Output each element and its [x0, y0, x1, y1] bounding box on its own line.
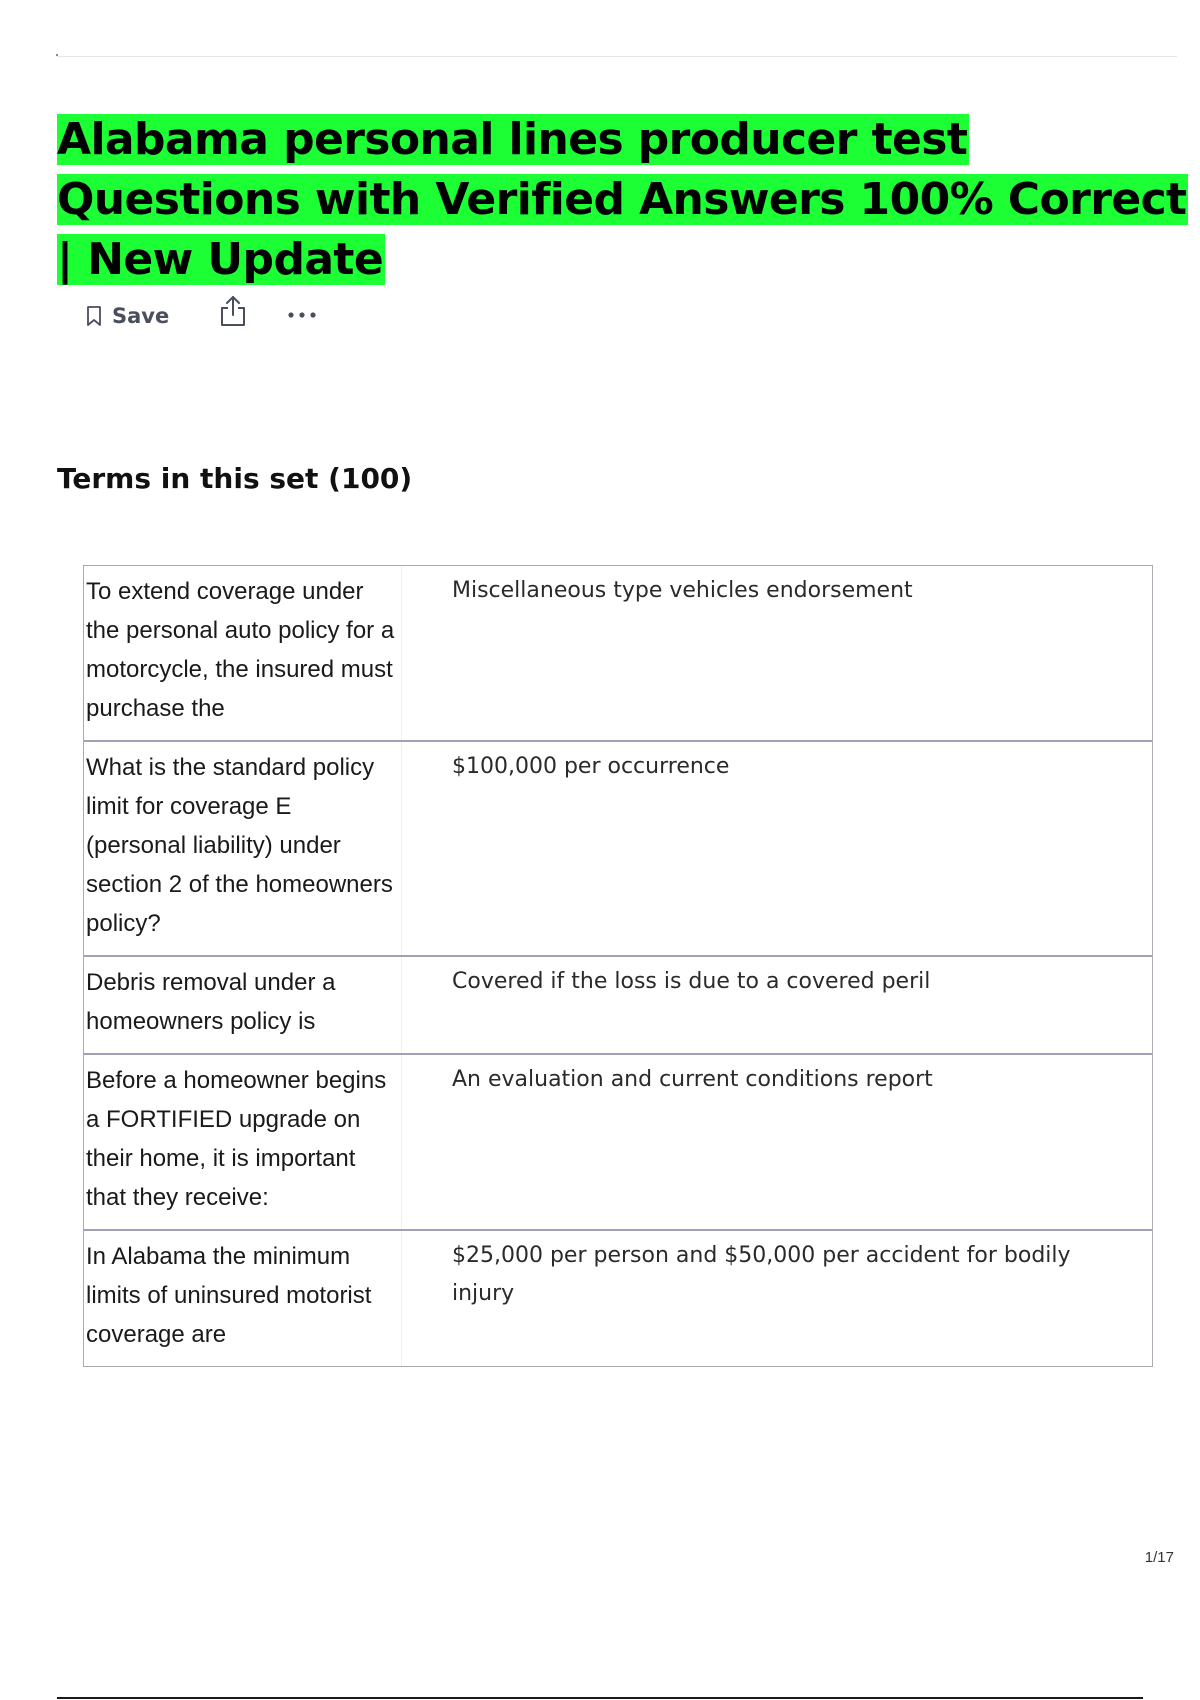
terms-table	[83, 565, 1153, 1367]
save-label: Save	[112, 304, 170, 328]
bookmark-icon	[86, 305, 102, 327]
term-text: What is the standard policy limit for coverage E (personal liability) under section 2 of the homeowners policy?	[84, 742, 402, 955]
definition-text: An evaluation and current conditions report	[452, 1067, 933, 1092]
action-toolbar	[86, 296, 317, 336]
more-options-button[interactable]	[287, 304, 317, 323]
save-button[interactable]	[86, 304, 169, 328]
page-number: 1/17	[1144, 1549, 1174, 1566]
table-row	[84, 1053, 1152, 1229]
definition-text: $25,000 per person and $50,000 per accident for bodily injury	[452, 1243, 1071, 1306]
term-text: Before a homeowner begins a FORTIFIED upgrade on their home, it is important that they receive:	[84, 1055, 402, 1229]
table-row	[84, 955, 1152, 1053]
more-horizontal-icon	[287, 304, 317, 323]
title-highlight: Alabama personal lines producer test Questions with Verified Answers 100% Correct | New Update	[57, 114, 1187, 285]
term-text: To extend coverage under the personal auto policy for a motorcycle, the insured must purchase the	[84, 566, 402, 740]
share-icon	[219, 294, 247, 332]
definition-text: Covered if the loss is due to a covered peril	[452, 969, 931, 994]
table-row	[84, 740, 1152, 955]
document-title	[57, 110, 1187, 290]
footer-divider	[57, 1697, 1143, 1699]
share-button[interactable]	[219, 294, 247, 332]
definition-text: Miscellaneous type vehicles endorsement	[452, 578, 913, 603]
table-row	[84, 566, 1152, 740]
header-divider	[57, 56, 1177, 57]
definition-text: $100,000 per occurrence	[452, 754, 730, 779]
terms-heading: Terms in this set (100)	[57, 462, 413, 495]
term-text: Debris removal under a homeowners policy is	[84, 957, 402, 1053]
table-row	[84, 1229, 1152, 1366]
term-text: In Alabama the minimum limits of uninsured motorist coverage are	[84, 1231, 402, 1366]
